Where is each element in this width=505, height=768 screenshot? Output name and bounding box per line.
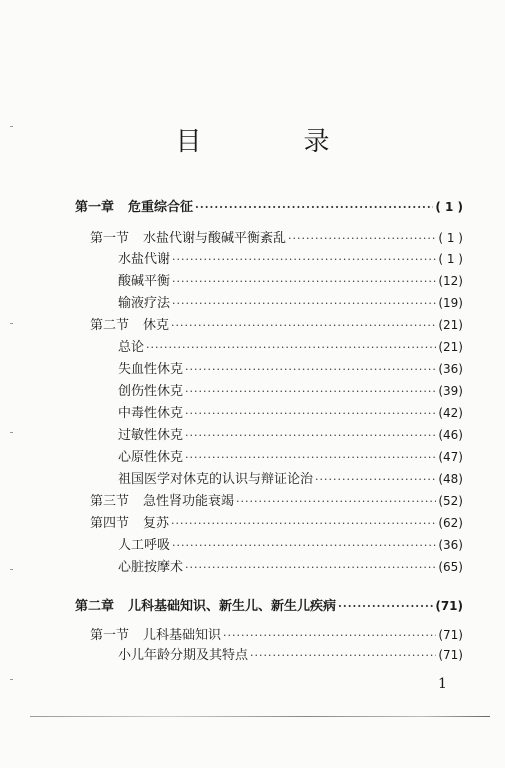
toc-entry-page: (21) bbox=[438, 340, 463, 354]
toc-entry-item bbox=[118, 470, 463, 488]
dot-leader bbox=[185, 559, 436, 577]
dot-leader bbox=[172, 295, 436, 313]
scan-speck bbox=[10, 432, 13, 433]
toc-entry-label bbox=[118, 471, 313, 489]
dot-leader bbox=[146, 339, 436, 357]
toc-entry-page: (46) bbox=[438, 428, 463, 442]
toc-entry-label bbox=[118, 647, 248, 665]
scan-speck bbox=[10, 126, 13, 127]
toc-entry-title: 水盐代谢与酸碱平衡紊乱 bbox=[143, 231, 287, 246]
toc-entry-chapter bbox=[75, 198, 463, 216]
toc-entry-item bbox=[118, 360, 463, 378]
toc-entry-title: 儿科基础知识 bbox=[143, 628, 222, 643]
toc-entry-title: 人工呼吸 bbox=[118, 538, 171, 553]
toc-entry-page: (42) bbox=[438, 406, 463, 420]
scan-speck bbox=[10, 569, 13, 570]
toc-entry-title: 总论 bbox=[118, 340, 145, 355]
toc-entry-title: 酸碱平衡 bbox=[118, 274, 171, 289]
toc-entry-label bbox=[90, 317, 169, 335]
toc-entry-page: (52) bbox=[438, 494, 463, 508]
dot-leader bbox=[195, 199, 433, 217]
toc-entry-label bbox=[90, 230, 286, 248]
toc-entry-section bbox=[90, 316, 463, 334]
dot-leader bbox=[185, 427, 436, 445]
dot-leader bbox=[236, 493, 436, 511]
dot-leader bbox=[288, 230, 436, 248]
toc-entry-item bbox=[118, 448, 463, 466]
toc-entry-number: 第一节 bbox=[90, 231, 130, 246]
toc-entry-page: (62) bbox=[438, 516, 463, 530]
dot-leader bbox=[338, 598, 433, 616]
toc-entry-page: (21) bbox=[438, 318, 463, 332]
toc-entry-title: 心原性休克 bbox=[118, 450, 184, 465]
toc-entry-title: 祖国医学对休克的认识与辩证论治 bbox=[118, 472, 314, 487]
toc-entry-item bbox=[118, 536, 463, 554]
dot-leader bbox=[172, 251, 436, 269]
toc-entry-item bbox=[118, 426, 463, 444]
dot-leader bbox=[185, 361, 436, 379]
dot-leader bbox=[172, 273, 436, 291]
toc-entry-label bbox=[118, 273, 170, 291]
toc-entry-label bbox=[90, 627, 221, 645]
toc-entry-page: (71) bbox=[438, 648, 463, 662]
toc-entry-page: (36) bbox=[438, 538, 463, 552]
toc-entry-label bbox=[118, 405, 183, 423]
toc-entry-section bbox=[90, 626, 463, 644]
toc-entry-title: 小儿年龄分期及其特点 bbox=[118, 648, 249, 663]
toc-entry-label bbox=[118, 449, 183, 467]
dot-leader bbox=[185, 405, 436, 423]
toc-entry-title: 输液疗法 bbox=[118, 296, 171, 311]
page-number: 1 bbox=[438, 676, 447, 692]
scan-speck bbox=[10, 679, 13, 680]
dot-leader bbox=[185, 449, 436, 467]
toc-entry-label bbox=[118, 295, 170, 313]
toc-entry-number: 第三节 bbox=[90, 494, 130, 509]
toc-entry-label bbox=[118, 383, 183, 401]
toc-entry-item bbox=[118, 338, 463, 356]
dot-leader bbox=[185, 383, 436, 401]
toc-entry-item bbox=[118, 250, 463, 268]
toc-entry-page: (36) bbox=[438, 362, 463, 376]
toc-entry-label bbox=[118, 251, 170, 269]
page-title: 目 录 bbox=[175, 127, 368, 157]
toc-entry-item bbox=[118, 382, 463, 400]
toc-entry-label bbox=[118, 361, 183, 379]
toc-entry-label bbox=[90, 515, 169, 533]
toc-entry-number: 第二章 bbox=[75, 599, 115, 614]
toc-entry-page: (48) bbox=[438, 472, 463, 486]
toc-entry-title: 失血性休克 bbox=[118, 362, 184, 377]
toc-entry-page: ( 1 ) bbox=[438, 231, 463, 245]
toc-entry-number: 第四节 bbox=[90, 516, 130, 531]
toc-entry-page: (71) bbox=[435, 599, 463, 613]
toc-entry-label bbox=[90, 493, 234, 511]
scan-speck bbox=[10, 323, 13, 324]
toc-entry-page: (39) bbox=[438, 384, 463, 398]
toc-entry-page: (19) bbox=[438, 296, 463, 310]
toc-entry-number: 第一章 bbox=[75, 200, 115, 215]
toc-entry-title: 儿科基础知识、新生儿、新生儿疾病 bbox=[128, 599, 337, 614]
toc-entry-page: (71) bbox=[438, 628, 463, 642]
toc-entry-item bbox=[118, 294, 463, 312]
toc-entry-page: (12) bbox=[438, 274, 463, 288]
toc-entry-title: 急性肾功能衰竭 bbox=[143, 494, 235, 509]
toc-entry-label bbox=[118, 537, 170, 555]
toc-entry-item bbox=[118, 404, 463, 422]
toc-entry-item bbox=[118, 558, 463, 576]
dot-leader bbox=[171, 317, 436, 335]
toc-entry-title: 过敏性休克 bbox=[118, 428, 184, 443]
toc-entry-title: 水盐代谢 bbox=[118, 252, 171, 267]
dot-leader bbox=[250, 647, 436, 665]
toc-entry-label bbox=[75, 199, 193, 217]
toc-entry-title: 心脏按摩术 bbox=[118, 560, 184, 575]
toc-entry-title: 危重综合征 bbox=[128, 200, 194, 215]
toc-entry-section bbox=[90, 514, 463, 532]
toc-entry-item bbox=[118, 646, 463, 664]
toc-entry-page: ( 1 ) bbox=[438, 252, 463, 266]
toc-entry-title: 创伤性休克 bbox=[118, 384, 184, 399]
toc-entry-title: 休克 bbox=[143, 318, 170, 333]
dot-leader bbox=[171, 515, 436, 533]
toc-entry-page: (47) bbox=[438, 450, 463, 464]
toc-entry-item bbox=[118, 272, 463, 290]
dot-leader bbox=[172, 537, 436, 555]
toc-entry-section bbox=[90, 492, 463, 510]
toc-entry-title: 中毒性休克 bbox=[118, 406, 184, 421]
dot-leader bbox=[223, 627, 436, 645]
toc-entry-title: 复苏 bbox=[143, 516, 170, 531]
toc-entry-page: (65) bbox=[438, 560, 463, 574]
toc-entry-chapter bbox=[75, 597, 463, 615]
bottom-scan-edge bbox=[30, 716, 490, 717]
dot-leader bbox=[315, 471, 436, 489]
toc-entry-label bbox=[118, 339, 144, 357]
toc-entry-section bbox=[90, 229, 463, 247]
toc-entry-page: ( 1 ) bbox=[435, 200, 463, 214]
toc-entry-number: 第一节 bbox=[90, 628, 130, 643]
toc-entry-label bbox=[118, 427, 183, 445]
toc-entry-label bbox=[75, 598, 336, 616]
toc-entry-label bbox=[118, 559, 183, 577]
toc-entry-number: 第二节 bbox=[90, 318, 130, 333]
